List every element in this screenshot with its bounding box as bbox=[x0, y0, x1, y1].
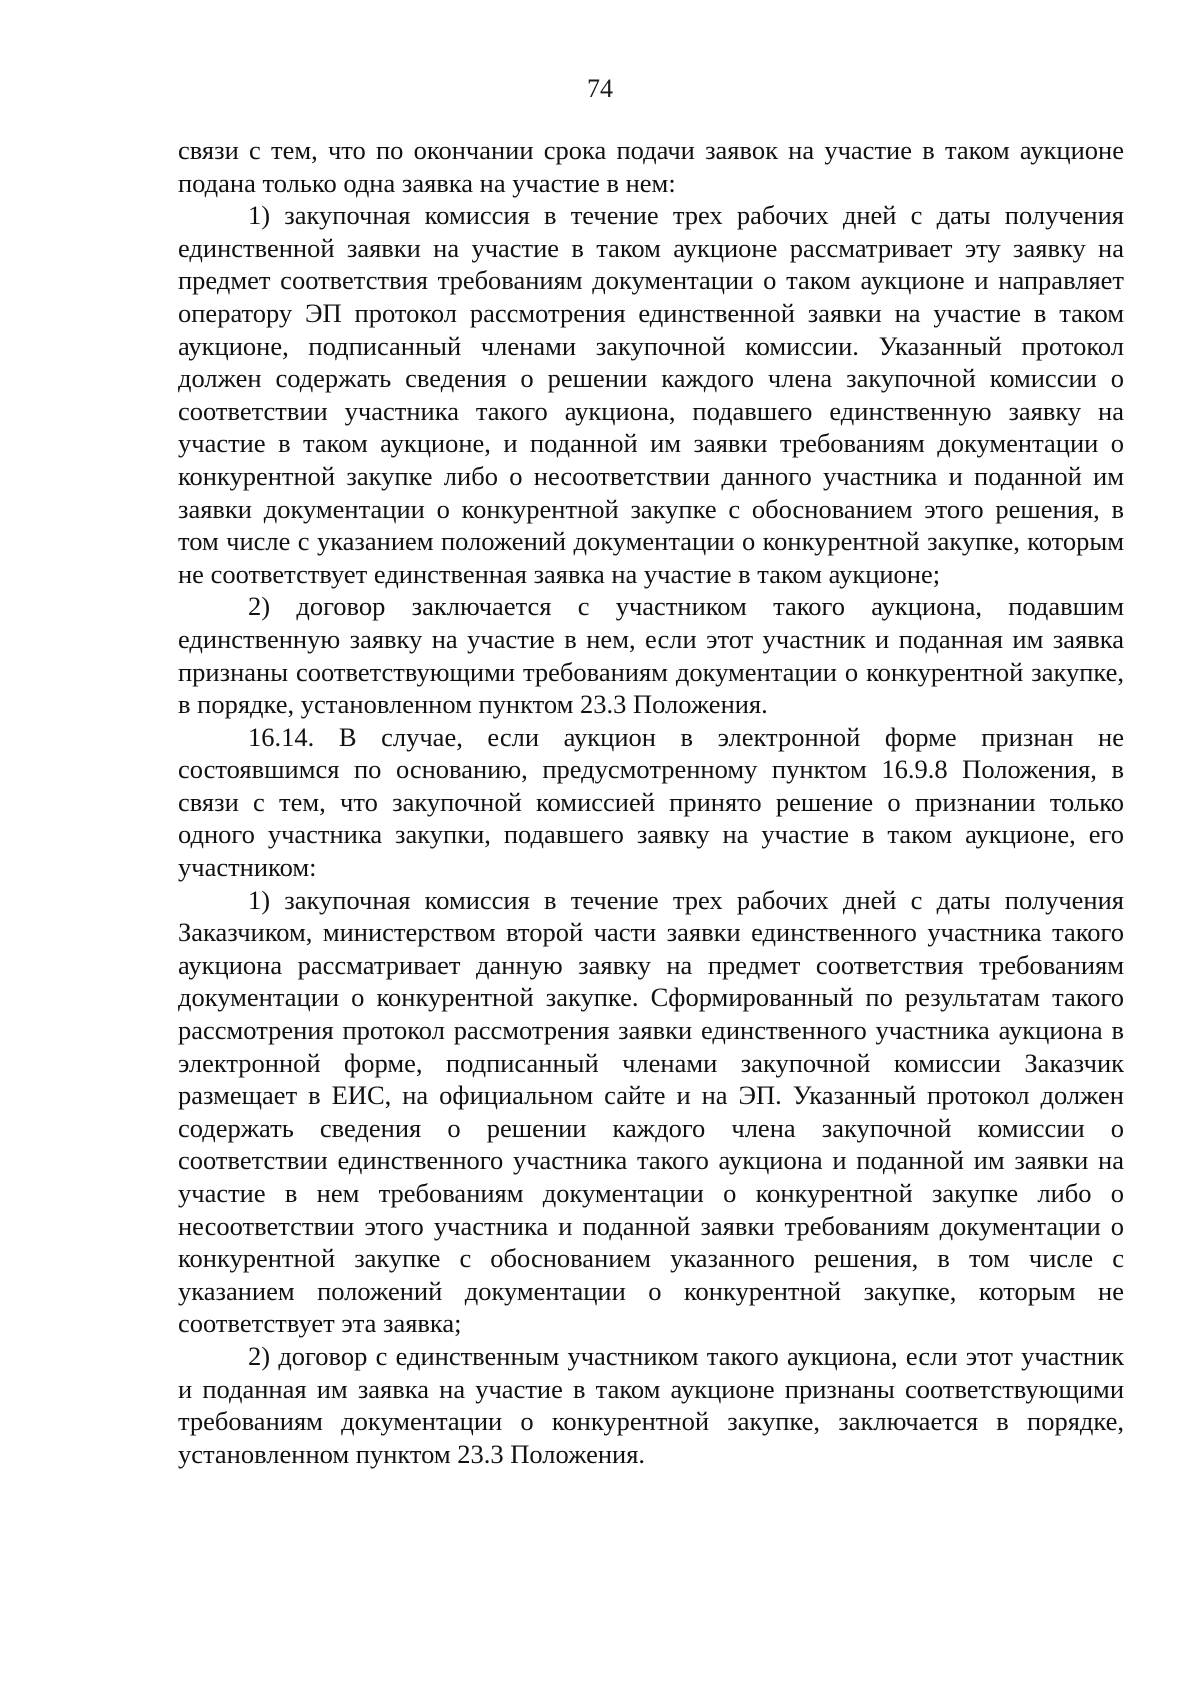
paragraph-16-14-item-1: 1) закупочная комиссия в течение трех рабочих дней с даты получения Заказчиком, министерством второй части заявки единственного участника такого аукциона рассматривает данную заявку на предмет соответствия требованиям документации о конкурентной закупке. Сформированный по результатам такого рассмотрения протокол рассмотрения заявки единственного участника аукциона в электронной форме, подписанный членами закупочной комиссии Заказчик размещает в ЕИС, на официальном сайте и на ЭП. Указанный протокол должен содержать сведения о решении каждого члена закупочной комиссии о соответствии единственного участника такого аукциона и поданной им заявки на участие в нем требованиям документации о конкурентной закупке либо о несоответствии этого участника и поданной заявки требованиям документации о конкурентной закупке с обоснованием указанного решения, в том числе с указанием положений документации о конкурентной закупке, которым не соответствует эта заявка; bbox=[178, 884, 1124, 1339]
paragraph-continuation: связи с тем, что по окончании срока подачи заявок на участие в таком аукционе подана только одна заявка на участие в нем: bbox=[178, 135, 1124, 198]
paragraph-item-2: 2) договор заключается с участником такого аукциона, подавшим единственную заявку на участие в нем, если этот участник и поданная им заявка признаны соответствующими требованиям документации о конкурентной закупке, в порядке, установленном пунктом 23.3 Положения. bbox=[178, 591, 1124, 720]
document-body bbox=[178, 134, 1124, 1470]
paragraph-16-14-item-2: 2) договор с единственным участником такого аукциона, если этот участник и поданная им заявка на участие в таком аукционе признаны соответствующими требованиям документации о конкурентной закупке, заключается в порядке, установленном пунктом 23.3 Положения. bbox=[178, 1340, 1124, 1469]
paragraph-16-14: 16.14. В случае, если аукцион в электронной форме признан не состоявшимся по основанию, предусмотренному пунктом 16.9.8 Положения, в связи с тем, что закупочной комиссией принято решение о признании только одного участника закупки, подавшего заявку на участие в таком аукционе, его участником: bbox=[178, 721, 1124, 883]
paragraph-item-1: 1) закупочная комиссия в течение трех рабочих дней с даты получения единственной заявки на участие в таком аукционе рассматривает эту заявку на предмет соответствия требованиям документации о таком аукционе и направляет оператору ЭП протокол рассмотрения единственной заявки на участие в таком аукционе, подписанный членами закупочной комиссии. Указанный протокол должен содержать сведения о решении каждого члена закупочной комиссии о соответствии участника такого аукциона, подавшего единственную заявку на участие в таком аукционе, и поданной им заявки требованиям документации о конкурентной закупке либо о несоответствии данного участника и поданной им заявки документации о конкурентной закупке с обоснованием этого решения, в том числе с указанием положений документации о конкурентной закупке, которым не соответствует единственная заявка на участие в таком аукционе; bbox=[178, 200, 1124, 589]
page-number: 74 bbox=[587, 74, 613, 103]
